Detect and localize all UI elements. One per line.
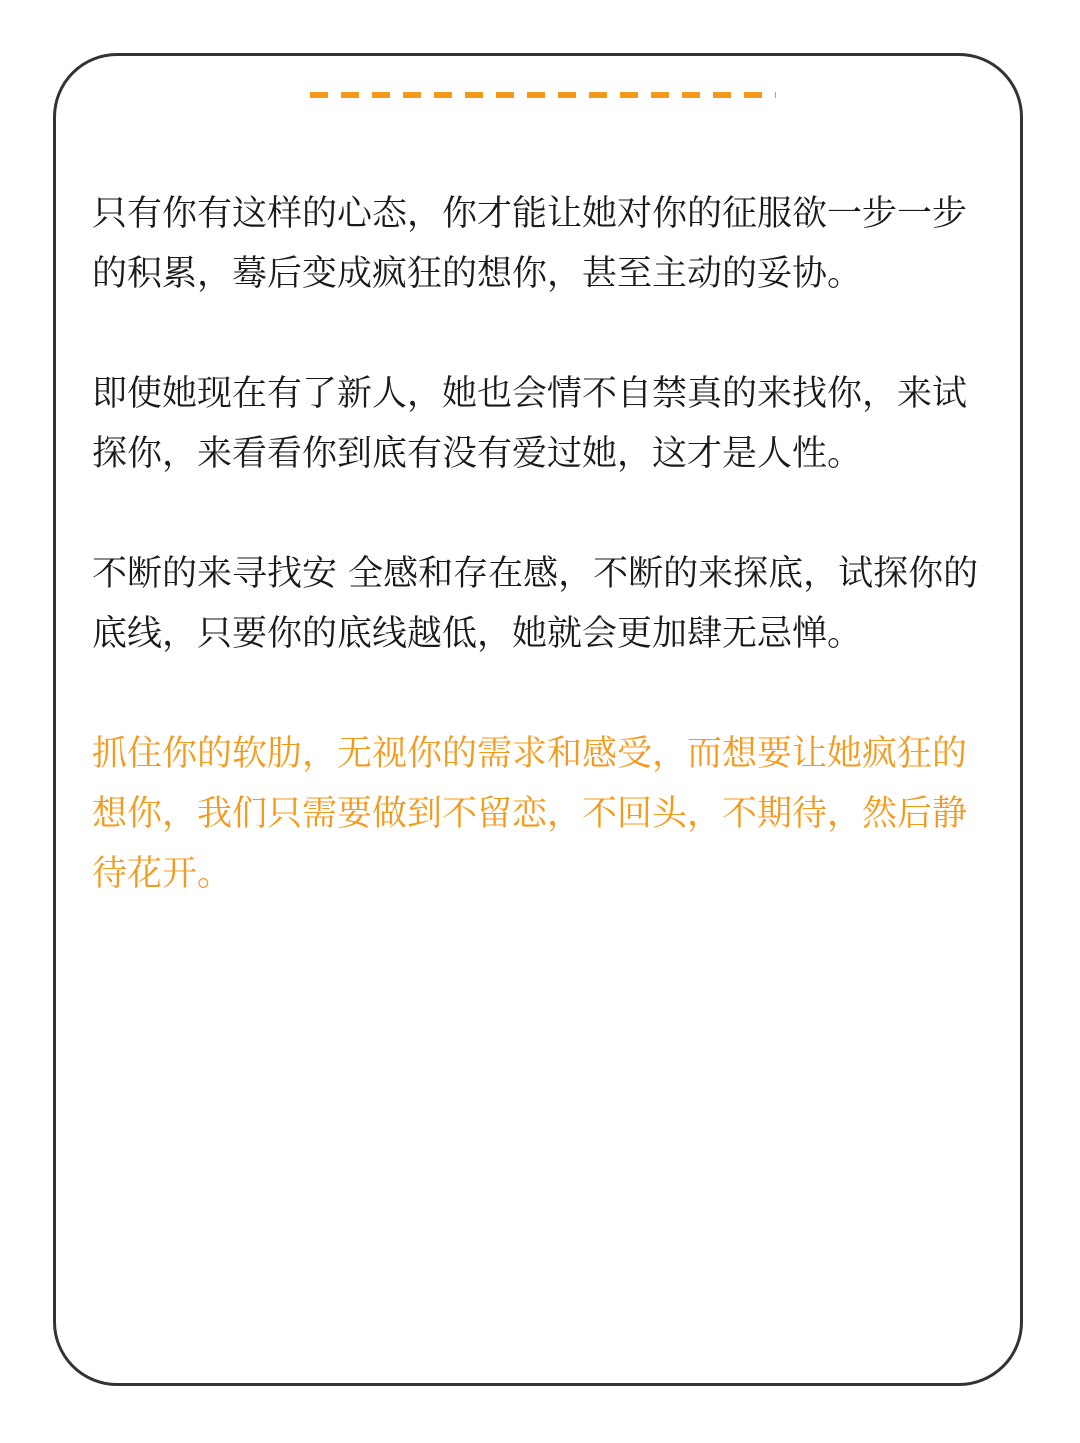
paragraph-2: 即使她现在有了新人，她也会情不自禁真的来找你，来试探你，来看看你到底有没有爱过她，这才是人性。 <box>92 374 968 474</box>
paragraph-3: 不断的来寻找安 全感和存在感，不断的来探底，试探你的底线，只要你的底线越低，她就会更加肆无忌惮。 <box>92 554 979 654</box>
content-card <box>53 53 1023 1386</box>
paragraph-4-highlight: 抓住你的软肋，无视你的需求和感受，而想要让她疯狂的想你，我们只需要做到不留恋，不回头，不期待，然后静待花开。 <box>92 734 968 894</box>
dashed-divider <box>310 92 776 98</box>
paragraph-1: 只有你有这样的心态，你才能让她对你的征服欲一步一步的积累，蓦后变成疯狂的想你，甚至主动的妥协。 <box>92 194 968 294</box>
text-body <box>92 184 992 964</box>
